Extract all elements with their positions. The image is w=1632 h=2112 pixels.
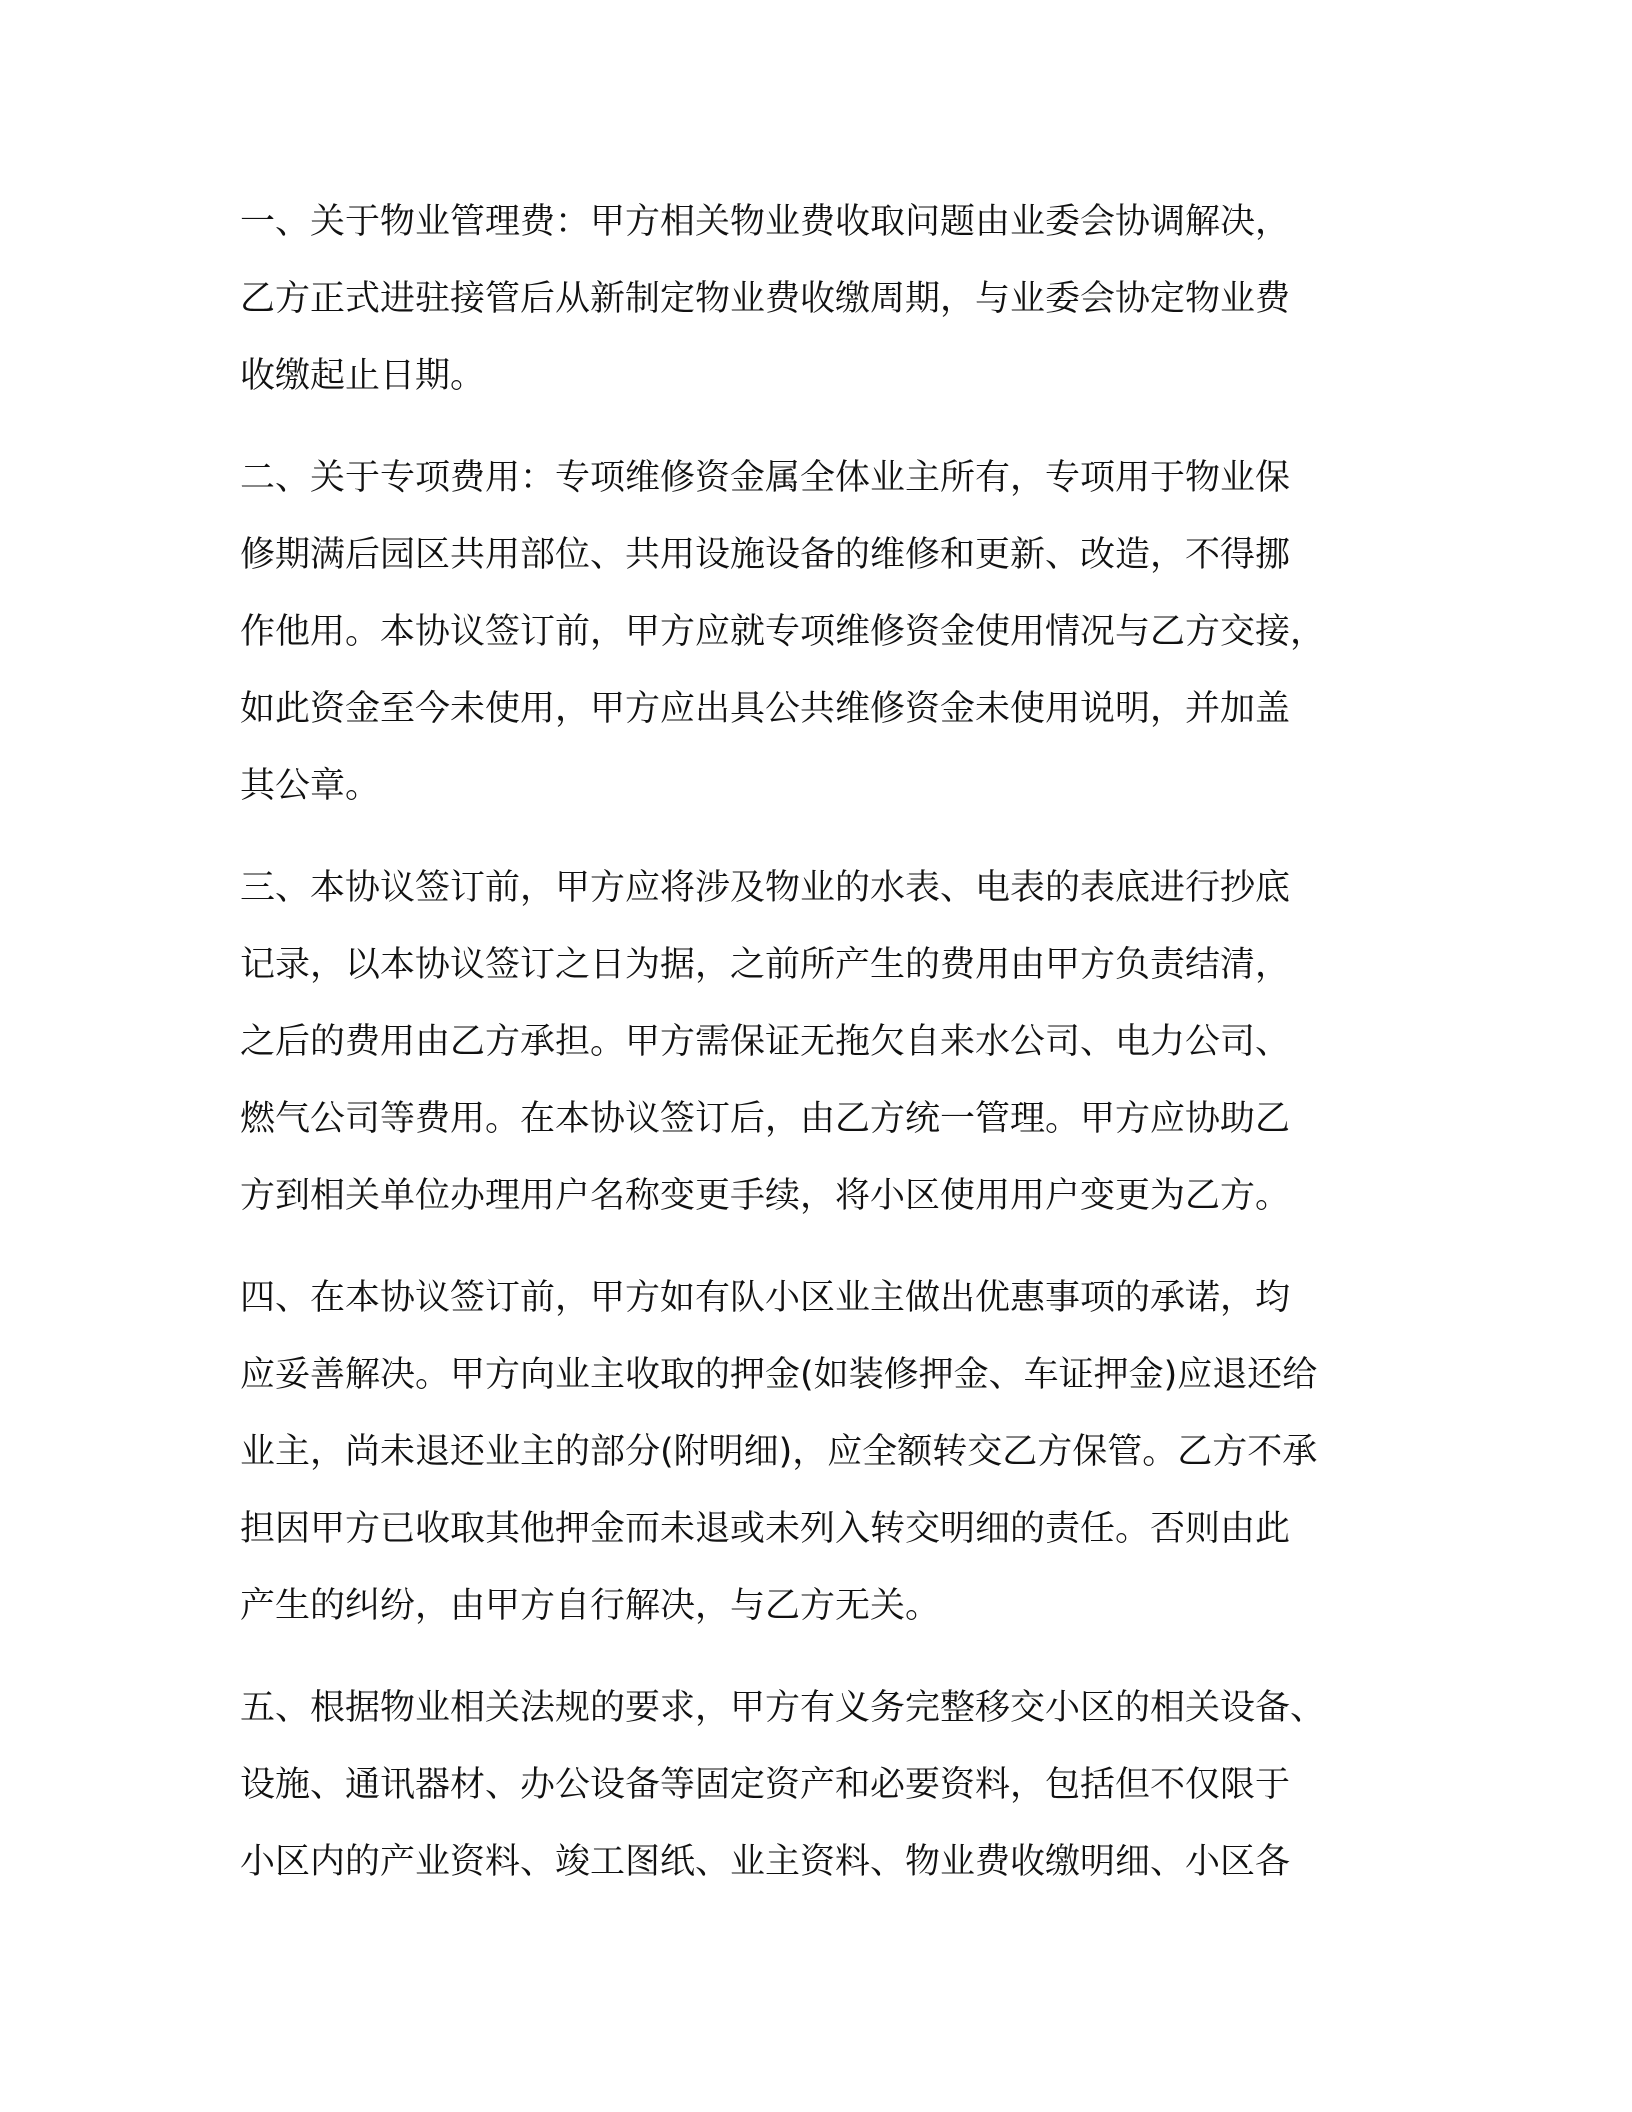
text-line: 应妥善解决。甲方向业主收取的押金(如装修押金、车证押金)应退还给 xyxy=(240,1355,1318,1395)
text-line: 记录，以本协议签订之日为据，之前所产生的费用由甲方负责结清， xyxy=(240,945,1291,985)
text-line: 四、在本协议签订前，甲方如有队小区业主做出优惠事项的承诺，均 xyxy=(240,1278,1291,1318)
paragraph-5 xyxy=(240,1670,1380,1901)
text-line: 修期满后园区共用部位、共用设施设备的维修和更新、改造，不得挪 xyxy=(240,535,1291,575)
text-line: 三、本协议签订前，甲方应将涉及物业的水表、电表的表底进行抄底 xyxy=(240,868,1291,908)
text-line: 业主，尚未退还业主的部分(附明细)，应全额转交乙方保管。乙方不承 xyxy=(240,1432,1318,1472)
text-line: 作他用。本协议签订前，甲方应就专项维修资金使用情况与乙方交接， xyxy=(240,612,1326,652)
paragraph-1 xyxy=(240,184,1380,415)
paragraph-4 xyxy=(240,1260,1380,1645)
paragraph-2 xyxy=(240,440,1380,825)
text-line: 一、关于物业管理费：甲方相关物业费收取问题由业委会协调解决， xyxy=(240,202,1291,242)
text-line: 之后的费用由乙方承担。甲方需保证无拖欠自来水公司、电力公司、 xyxy=(240,1022,1291,1062)
text-line: 其公章。 xyxy=(240,766,381,806)
document-body xyxy=(240,184,1380,1926)
text-line: 二、关于专项费用：专项维修资金属全体业主所有，专项用于物业保 xyxy=(240,458,1291,498)
text-line: 担因甲方已收取其他押金而未退或未列入转交明细的责任。否则由此 xyxy=(240,1509,1291,1549)
text-line: 产生的纠纷，由甲方自行解决，与乙方无关。 xyxy=(240,1586,941,1626)
text-line: 如此资金至今未使用，甲方应出具公共维修资金未使用说明，并加盖 xyxy=(240,689,1291,729)
text-line: 小区内的产业资料、竣工图纸、业主资料、物业费收缴明细、小区各 xyxy=(240,1842,1291,1882)
text-line: 设施、通讯器材、办公设备等固定资产和必要资料，包括但不仅限于 xyxy=(240,1765,1291,1805)
text-line: 收缴起止日期。 xyxy=(240,356,486,396)
text-line: 燃气公司等费用。在本协议签订后，由乙方统一管理。甲方应协助乙 xyxy=(240,1099,1291,1139)
text-line: 乙方正式进驻接管后从新制定物业费收缴周期，与业委会协定物业费 xyxy=(240,279,1291,319)
text-line: 方到相关单位办理用户名称变更手续，将小区使用用户变更为乙方。 xyxy=(240,1176,1291,1216)
paragraph-3 xyxy=(240,850,1380,1235)
text-line: 五、根据物业相关法规的要求，甲方有义务完整移交小区的相关设备、 xyxy=(240,1688,1326,1728)
